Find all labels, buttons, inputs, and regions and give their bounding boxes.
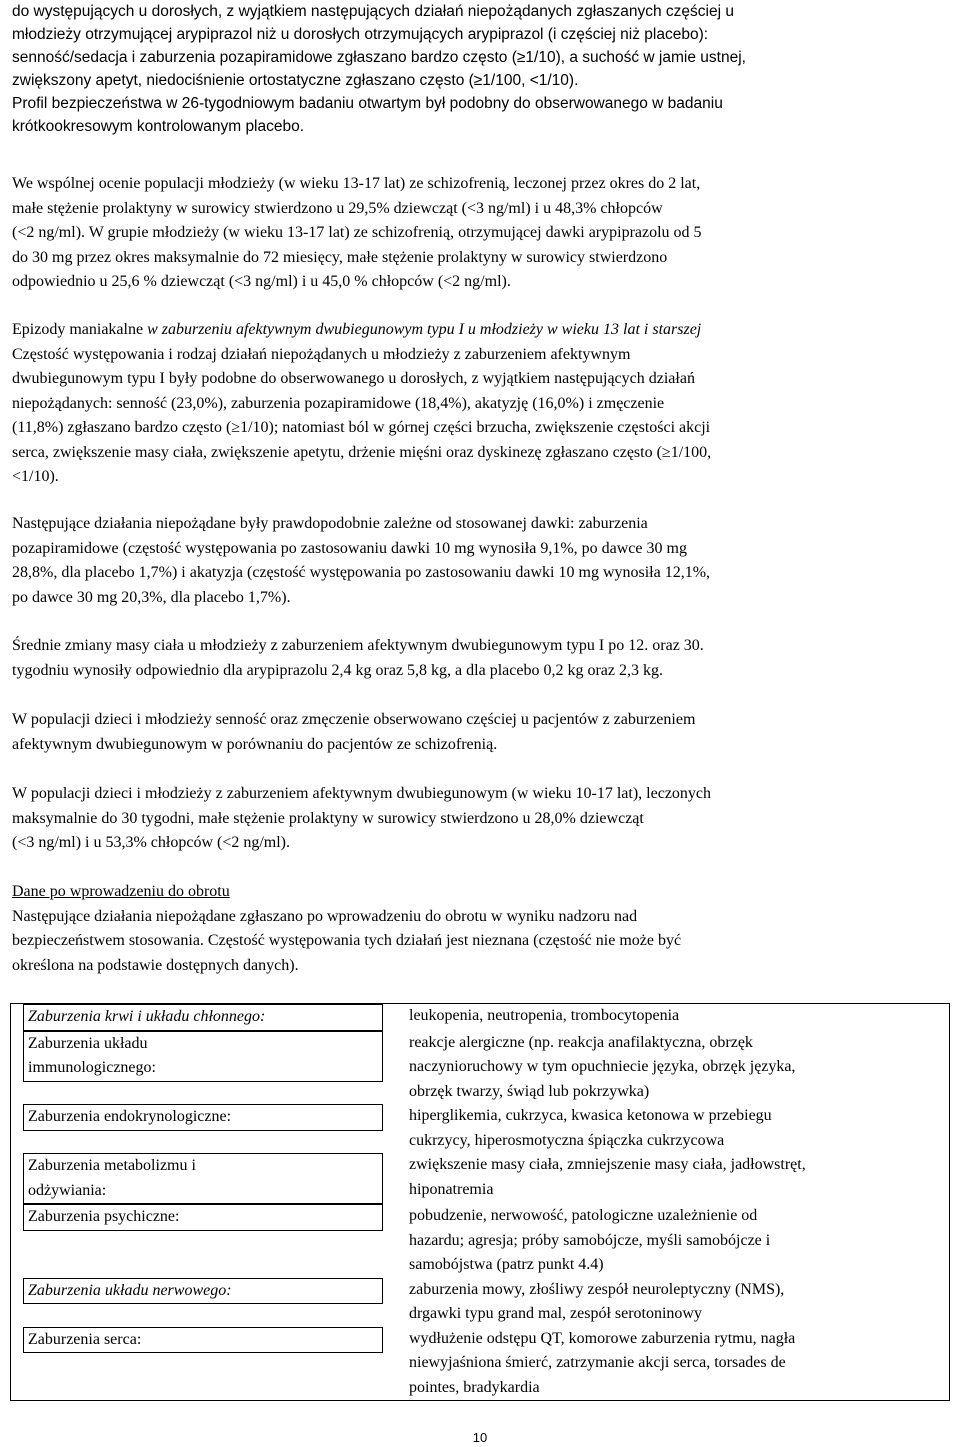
effects-text: hiponatremia bbox=[409, 1180, 494, 1198]
text-line: Średnie zmiany masy ciała u młodzieży z zaburzeniem afektywnym dwubiegunowym typu I po 12. oraz 30. bbox=[12, 637, 704, 654]
text-line: określona na podstawie dostępnych danych). bbox=[12, 956, 299, 974]
effects-text: wydłużenie odstępu QT, komorowe zaburzenia rytmu, nagła bbox=[409, 1329, 796, 1347]
table-row bbox=[11, 1004, 950, 1031]
category-label: immunologicznego: bbox=[28, 1059, 156, 1076]
effects-text: cukrzycy, hiperosmotyczna śpiączka cukrzycowa bbox=[409, 1131, 725, 1149]
text-line: Następujące działania niepożądane zgłaszano po wprowadzeniu do obrotu w wyniku nadzoru nad bbox=[12, 907, 638, 925]
text-line: bezpieczeństwem stosowania. Częstość występowania tych działań jest nieznana (częstość nie może być bbox=[12, 932, 682, 949]
category-label: odżywiania: bbox=[28, 1181, 107, 1199]
table-cell-effects bbox=[399, 1204, 950, 1278]
text-line: senność/sedacja i zaburzenia pozapiramidowe zgłaszano bardzo często (≥1/10), a suchość w jamie ustnej, bbox=[12, 49, 746, 66]
paragraph-dose-dependent-effects bbox=[12, 512, 948, 610]
effects-text: zwiększenie masy ciała, zmniejszenie masy ciała, jadłowstręt, bbox=[409, 1156, 806, 1173]
paragraph-bipolar-manic-episodes bbox=[12, 318, 948, 490]
text-line: młodzieży otrzymującej arypiprazol niż u dorosłych otrzymujących arypiprazol (i częściej niż placebo): bbox=[12, 26, 709, 43]
text-line: Częstość występowania i rodzaj działań niepożądanych u młodzieży z zaburzeniem afektywnym bbox=[12, 345, 631, 363]
paragraph-weight-change bbox=[12, 634, 948, 683]
category-label: Zaburzenia serca: bbox=[28, 1330, 142, 1348]
category-label: Zaburzenia układu nerwowego: bbox=[28, 1281, 232, 1299]
paragraph-somnolence-fatigue bbox=[12, 708, 948, 757]
table-row bbox=[11, 1278, 950, 1327]
table-cell-effects bbox=[399, 1153, 950, 1204]
category-label: Zaburzenia układu bbox=[28, 1034, 148, 1052]
section-heading-post-marketing: Dane po wprowadzeniu do obrotu bbox=[12, 883, 230, 900]
text-line: po dawce 30 mg 20,3%, dla placebo 1,7%). bbox=[12, 588, 291, 606]
effects-text: hazardu; agresja; próby samobójcze, myśli samobójcze i bbox=[409, 1231, 771, 1249]
table-row bbox=[11, 1153, 950, 1204]
category-box bbox=[23, 1031, 383, 1082]
table-cell-category bbox=[11, 1204, 400, 1278]
table-cell-effects bbox=[399, 1104, 950, 1153]
paragraph-prolactin-schizophrenia bbox=[12, 172, 948, 295]
text-line: 28,8%, dla placebo 1,7%) i akatyzja (częstość występowania po zastosowaniu dawki 10 mg wynosiła 12,1%, bbox=[12, 564, 711, 581]
text-line: do występujących u dorosłych, z wyjątkiem następujących działań niepożądanych zgłaszanych częściej u bbox=[12, 3, 734, 20]
paragraph-prolactin-bipolar bbox=[12, 782, 948, 856]
category-label: Zaburzenia endokrynologiczne: bbox=[28, 1108, 232, 1125]
effects-text: samobójstwa (patrz punkt 4.4) bbox=[409, 1256, 604, 1273]
table-cell-effects bbox=[399, 1278, 950, 1327]
text-line: afektywnym dwubiegunowym w porównaniu do pacjentów ze schizofrenią. bbox=[12, 735, 498, 753]
table-cell-category bbox=[11, 1327, 400, 1401]
category-box bbox=[23, 1204, 383, 1231]
text-line: (<3 ng/ml) i u 53,3% chłopców (<2 ng/ml). bbox=[12, 834, 291, 851]
category-box bbox=[23, 1104, 383, 1131]
adverse-events-table-body bbox=[11, 1004, 950, 1401]
text-line: małe stężenie prolaktyny w surowicy stwierdzono u 29,5% dziewcząt (<3 ng/ml) i u 48,3% chłopców bbox=[12, 199, 663, 217]
text-line: Profil bezpieczeństwa w 26-tygodniowym badaniu otwartym był podobny do obserwowanego w badaniu bbox=[12, 95, 723, 112]
table-cell-effects bbox=[399, 1004, 950, 1031]
table-cell-category bbox=[11, 1278, 400, 1327]
text-line: (11,8%) zgłaszano bardzo często (≥1/10); natomiast ból w górnej części brzucha, zwiększenie częstości akcji bbox=[12, 419, 711, 436]
effects-text: hiperglikemia, cukrzyca, kwasica ketonowa w przebiegu bbox=[409, 1107, 772, 1124]
category-label: Zaburzenia metabolizmu i bbox=[28, 1157, 196, 1174]
text-line: W populacji dzieci i młodzieży senność oraz zmęczenie obserwowano częściej u pacjentów z zaburzeniem bbox=[12, 711, 696, 728]
text-line: dwubiegunowym typu I były podobne do obserwowanego u dorosłych, z wyjątkiem następujących działań bbox=[12, 370, 695, 387]
text-line: do 30 mg przez okres maksymalnie do 72 miesięcy, małe stężenie prolaktyny w surowicy stwierdzono bbox=[12, 248, 668, 266]
page-number: 10 bbox=[472, 1430, 488, 1445]
text-line: maksymalnie do 30 tygodni, małe stężenie prolaktyny w surowicy stwierdzono u 28,0% dziewcząt bbox=[12, 809, 644, 827]
text-line: niepożądanych: senność (23,0%), zaburzenia pozapiramidowe (18,4%), akatyzję (16,0%) i zmęczenie bbox=[12, 394, 665, 412]
text-line: Następujące działania niepożądane były prawdopodobnie zależne od stosowanej dawki: zaburzenia bbox=[12, 515, 648, 532]
category-box bbox=[23, 1327, 383, 1354]
text-line: zwiększony apetyt, niedociśnienie ortostatyczne zgłaszano często (≥1/100, <1/10). bbox=[12, 72, 579, 89]
effects-text: obrzęk twarzy, świąd lub pokrzywka) bbox=[409, 1082, 650, 1100]
section-heading-manic-episodes bbox=[12, 318, 948, 343]
category-box bbox=[23, 1004, 383, 1031]
category-box bbox=[23, 1278, 383, 1305]
text-line: (<2 ng/ml). W grupie młodzieży (w wieku 13-17 lat) ze schizofrenią, otrzymującej dawki arypiprazolu od 5 bbox=[12, 224, 702, 241]
table-cell-category bbox=[11, 1031, 400, 1105]
effects-text: zaburzenia mowy, złośliwy zespół neuroleptyczny (NMS), bbox=[409, 1280, 785, 1298]
heading-normal-part: Epizody maniakalne bbox=[12, 321, 148, 338]
text-line: krótkookresowym kontrolowanym placebo. bbox=[12, 118, 305, 135]
effects-text: pointes, bradykardia bbox=[409, 1378, 540, 1396]
text-line: <1/10). bbox=[12, 468, 59, 485]
table-row bbox=[11, 1031, 950, 1105]
table-cell-effects bbox=[399, 1327, 950, 1401]
text-line: W populacji dzieci i młodzieży z zaburzeniem afektywnym dwubiegunowym (w wieku 10-17 lat), leczonych bbox=[12, 785, 712, 802]
table-cell-category bbox=[11, 1104, 400, 1153]
text-line: We wspólnej ocenie populacji młodzieży (w wieku 13-17 lat) ze schizofrenią, leczonej przez okres do 2 lat, bbox=[12, 175, 701, 192]
adverse-events-table bbox=[10, 1003, 950, 1401]
text-line: pozapiramidowe (częstość występowania po zastosowaniu dawki 10 mg wynosiła 9,1%, po dawce 30 mg bbox=[12, 539, 687, 557]
table-cell-category bbox=[11, 1004, 400, 1031]
effects-text: drgawki typu grand mal, zespół serotoninowy bbox=[409, 1305, 702, 1322]
text-line: odpowiednio u 25,6 % dziewcząt (<3 ng/ml) i u 45,0 % chłopców (<2 ng/ml). bbox=[12, 273, 511, 290]
table-row bbox=[11, 1104, 950, 1153]
category-label: Zaburzenia psychiczne: bbox=[28, 1208, 180, 1225]
table-cell-category bbox=[11, 1153, 400, 1204]
text-line: serca, zwiększenie masy ciała, zwiększenie apetytu, drżenie mięśni oraz dyskinezę zgłaszano często (≥1/100, bbox=[12, 443, 712, 461]
heading-italic-part: w zaburzeniu afektywnym dwubiegunowym typu I u młodzieży w wieku 13 lat i starszej bbox=[147, 321, 702, 338]
table-row bbox=[11, 1204, 950, 1278]
effects-text: reakcje alergiczne (np. reakcja anafilaktyczna, obrzęk bbox=[409, 1033, 753, 1051]
table-cell-effects bbox=[399, 1031, 950, 1105]
text-line: tygodniu wynosiły odpowiednio dla arypiprazolu 2,4 kg oraz 5,8 kg, a dla placebo 0,2 kg oraz 2,3 kg. bbox=[12, 661, 663, 679]
effects-text: naczynioruchowy w tym opuchniecie języka, obrzęk języka, bbox=[409, 1058, 796, 1075]
category-box bbox=[23, 1153, 383, 1204]
effects-text: niewyjaśniona śmierć, zatrzymanie akcji serca, torsades de bbox=[409, 1354, 786, 1371]
paragraph-adolescent-adverse-events bbox=[12, 0, 948, 138]
table-row bbox=[11, 1327, 950, 1401]
effects-text: pobudzenie, nerwowość, patologiczne uzależnienie od bbox=[409, 1207, 758, 1224]
effects-text: leukopenia, neutropenia, trombocytopenia bbox=[409, 1007, 680, 1024]
category-label: Zaburzenia krwi i układu chłonnego: bbox=[28, 1008, 266, 1025]
paragraph-post-marketing bbox=[12, 880, 948, 978]
